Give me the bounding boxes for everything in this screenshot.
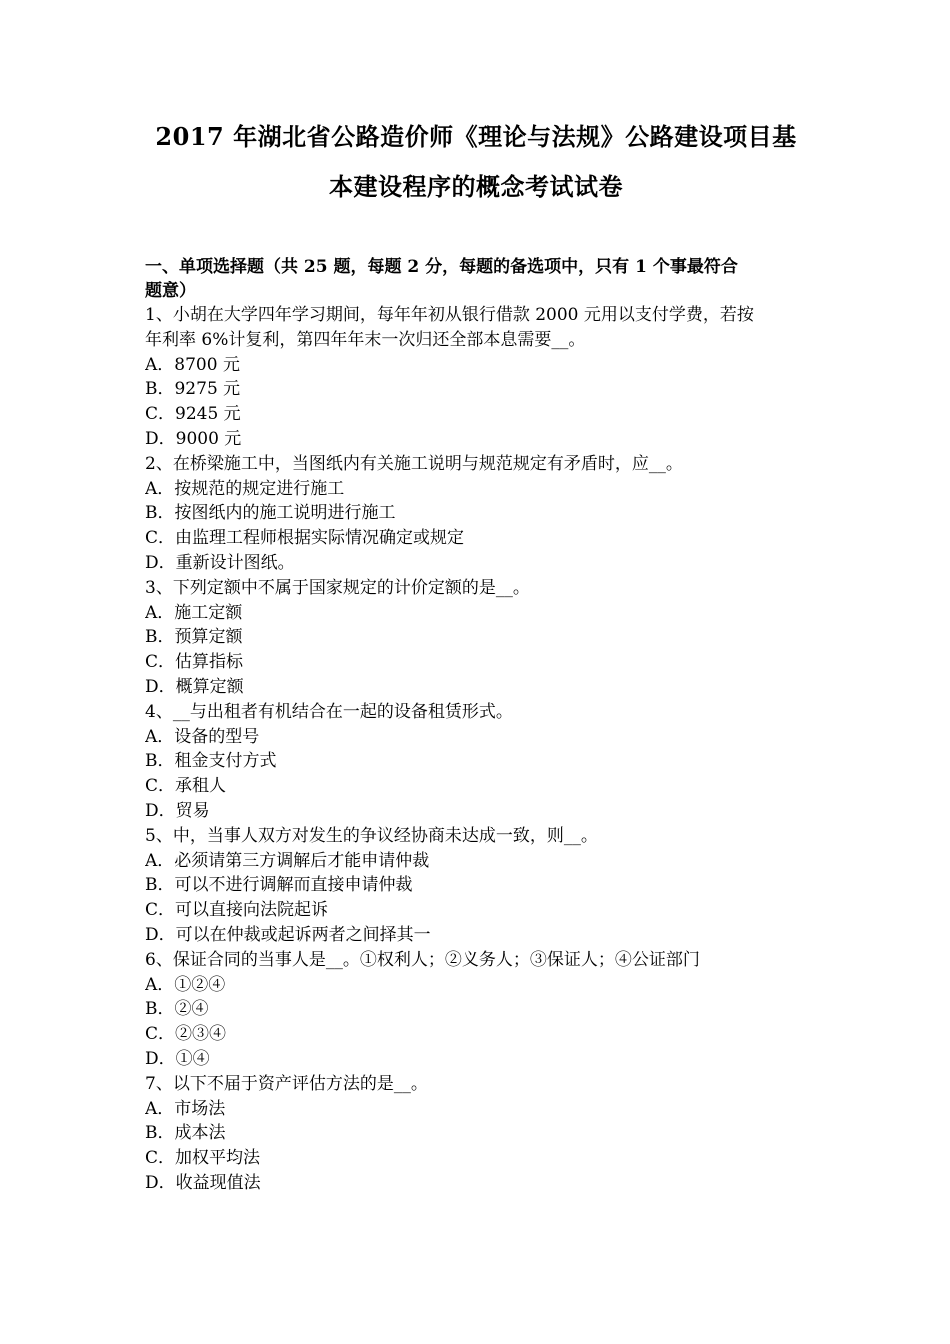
- question-list: [145, 303, 807, 1196]
- option-b: B．租金支付方式: [145, 751, 277, 772]
- option-c: C．9245 元: [145, 404, 241, 425]
- option-a: A．市场法: [145, 1098, 226, 1119]
- section-heading-line-1: 一、单项选择题（共 25 题，每题 2 分，每题的备选项中，只有 1 个事最符合: [145, 257, 738, 277]
- option-a: A．8700 元: [145, 354, 240, 375]
- option-b: B．成本法: [145, 1123, 226, 1144]
- option-c: C．可以直接向法院起诉: [145, 900, 329, 921]
- question-stem: 2、在桥梁施工中，当图纸内有关施工说明与规范规定有矛盾时，应__。: [145, 453, 683, 474]
- question-1: [145, 303, 807, 452]
- option-c: C．承租人: [145, 776, 227, 797]
- option-d: D．可以在仲裁或起诉两者之间择其一: [145, 924, 431, 945]
- question-stem: 4、__与出租者有机结合在一起的设备租赁形式。: [145, 701, 513, 722]
- option-d: D．收益现值法: [145, 1172, 261, 1193]
- question-stem: 7、以下不届于资产评估方法的是__。: [145, 1073, 428, 1094]
- option-b: B．预算定额: [145, 627, 243, 648]
- document-title: [145, 112, 807, 212]
- section-heading: [145, 255, 807, 303]
- option-d: D．概算定额: [145, 676, 244, 697]
- option-b: B．按图纸内的施工说明进行施工: [145, 503, 396, 524]
- question-2: [145, 452, 807, 576]
- question-stem: 6、保证合同的当事人是__。①权利人；②义务人；③保证人；④公证部门: [145, 949, 700, 970]
- question-7: [145, 1072, 807, 1196]
- title-line-1: 2017 年湖北省公路造价师《理论与法规》公路建设项目基: [155, 122, 797, 151]
- question-3: [145, 576, 807, 700]
- option-c: C．②③④: [145, 1024, 227, 1045]
- option-d: D．贸易: [145, 800, 210, 821]
- option-d: D．9000 元: [145, 428, 242, 449]
- option-d: D．重新设计图纸。: [145, 552, 295, 573]
- option-a: A．设备的型号: [145, 726, 260, 747]
- question-4: [145, 700, 807, 824]
- option-d: D．①④: [145, 1048, 210, 1069]
- option-c: C．估算指标: [145, 652, 244, 673]
- option-b: B．②④: [145, 999, 209, 1020]
- option-c: C．加权平均法: [145, 1148, 261, 1169]
- title-line-2: 本建设程序的概念考试试卷: [329, 172, 623, 201]
- question-6: [145, 948, 807, 1072]
- question-stem: 5、中，当事人双方对发生的争议经协商未达成一致，则__。: [145, 825, 598, 846]
- question-stem: 年利率 6%计复利，第四年年末一次归还全部本息需要__。: [145, 329, 586, 350]
- question-stem: 1、小胡在大学四年学习期间，每年年初从银行借款 2000 元用以支付学费，若按: [145, 305, 754, 325]
- option-b: B．可以不进行调解而直接申请仲裁: [145, 875, 413, 896]
- option-a: A．必须请第三方调解后才能申请仲裁: [145, 850, 430, 871]
- option-b: B．9275 元: [145, 379, 241, 400]
- option-a: A．①②④: [145, 974, 226, 995]
- question-5: [145, 824, 807, 948]
- option-a: A．施工定额: [145, 602, 243, 623]
- option-a: A．按规范的规定进行施工: [145, 478, 345, 499]
- section-heading-line-2: 题意）: [145, 281, 196, 301]
- question-stem: 3、下列定额中不属于国家规定的计价定额的是__。: [145, 577, 530, 598]
- option-c: C．由监理工程师根据实际情况确定或规定: [145, 528, 465, 549]
